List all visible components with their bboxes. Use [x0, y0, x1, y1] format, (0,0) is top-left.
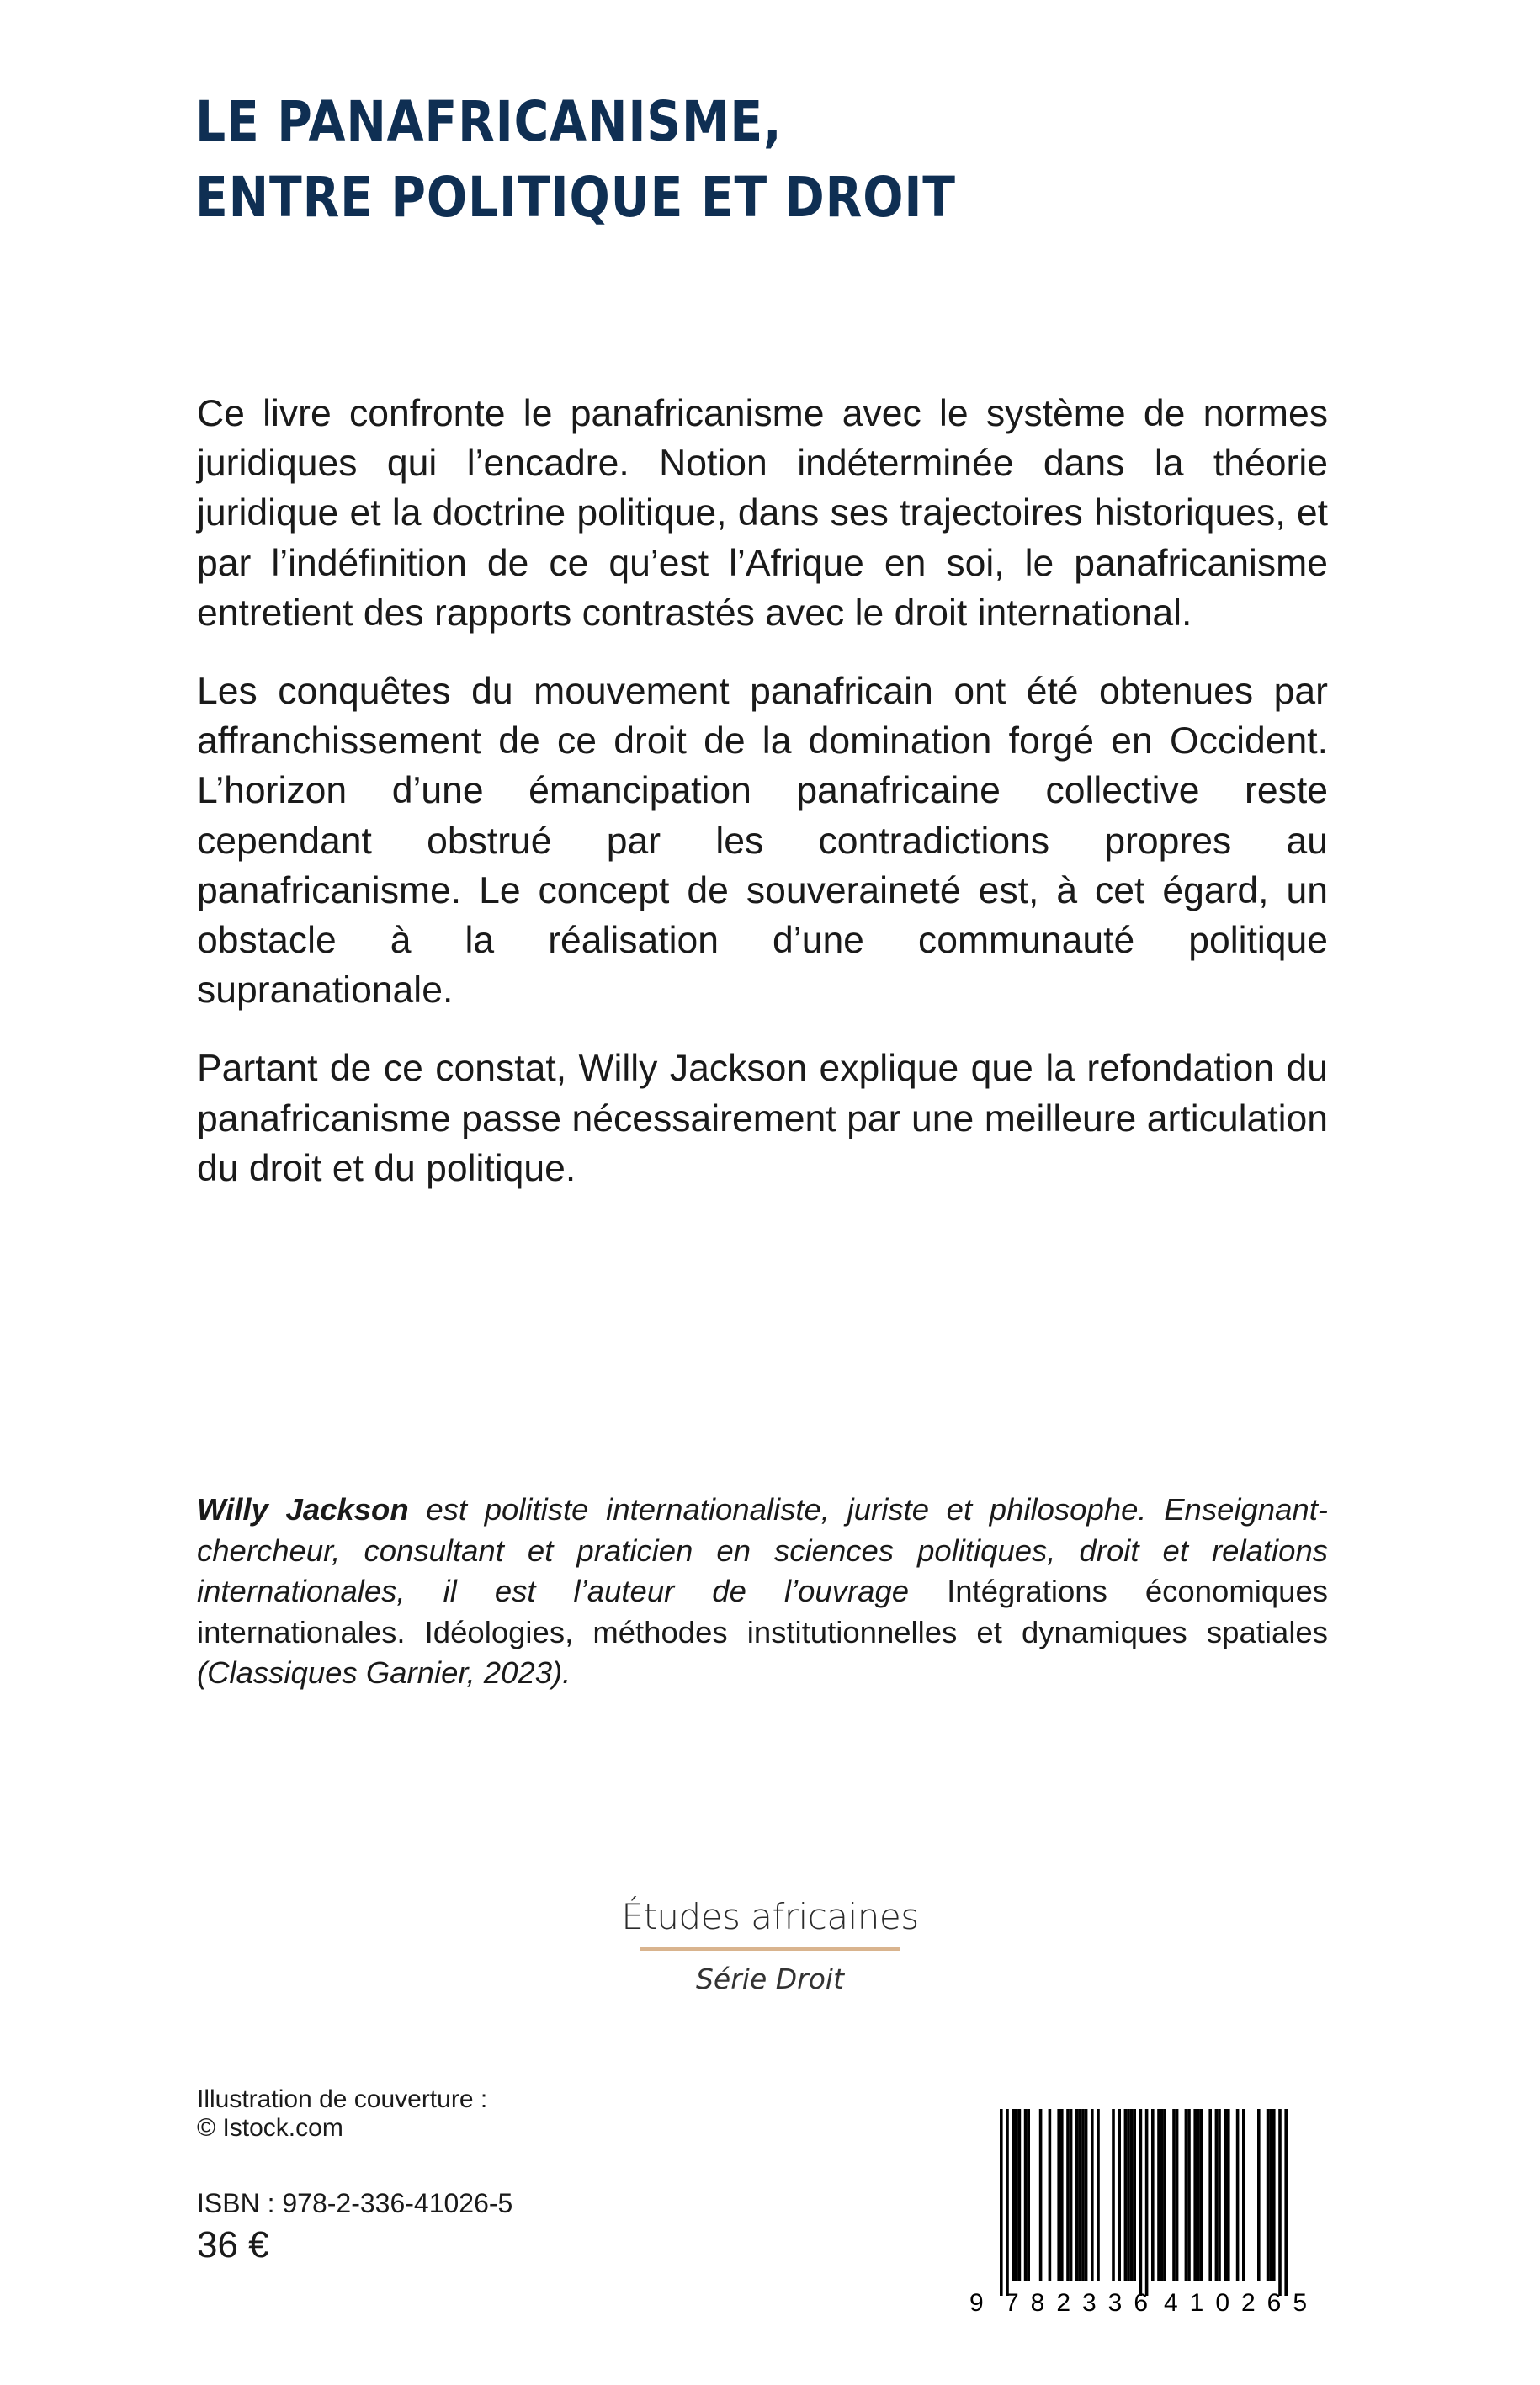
barcode-bar [1124, 2109, 1128, 2281]
barcode-bar [1208, 2109, 1212, 2281]
summary-paragraph-2: Les conquêtes du mouvement panafricain ont été obtenues par affranchissement de ce droit de la domination forgé en Occident. L’horizon d’une émancipation panafricaine collective reste cependant obstrué par les contradictions propres au panafricanisme. Le concept de souveraineté est, à cet égard, un obstacle à la réalisation d’une communauté politique supranationale. [197, 671, 1328, 1012]
series-subtitle: Série Droit [695, 1963, 845, 1995]
barcode-bar [1284, 2109, 1288, 2296]
isbn-barcode [968, 2109, 1334, 2319]
barcode-bar [1000, 2109, 1003, 2296]
author-bio-text: est politiste internationaliste, juriste et philosophe. Enseignant-chercheur, consultant et praticien en sciences politiques, droit et relations internationales, il est l’auteur de l’ouvrage [197, 1492, 1328, 1608]
illustration-label: Illustration de couverture : [197, 2085, 488, 2113]
barcode-bar [1139, 2109, 1143, 2296]
series-logo [0, 1894, 1540, 1996]
barcode-graphic [968, 2109, 1334, 2319]
barcode-bar [1070, 2109, 1073, 2281]
barcode-bar [1227, 2109, 1230, 2281]
barcode-bar [1012, 2109, 1015, 2281]
barcode-bar [1112, 2109, 1115, 2281]
barcode-bar [1236, 2109, 1240, 2281]
barcode-bar [1200, 2109, 1203, 2281]
barcode-bar [1066, 2109, 1070, 2281]
barcode-bar [1075, 2109, 1079, 2281]
barcode-digits-left: 782336 [1005, 2289, 1148, 2317]
book-title-line-2: ENTRE POLITIQUE ET DROIT [195, 165, 956, 230]
barcode-bar [1127, 2109, 1130, 2281]
illustration-credit: © Istock.com [197, 2114, 343, 2142]
barcode-bar [1218, 2109, 1221, 2281]
barcode-bar [1049, 2109, 1052, 2281]
barcode-bar [1060, 2109, 1064, 2281]
barcode-bar [1242, 2109, 1245, 2281]
barcode-bar [1157, 2109, 1160, 2281]
cover-credits [197, 2085, 668, 2267]
book-title-line-1: LE PANAFRICANISME, [195, 89, 783, 154]
barcode-bar [1160, 2109, 1164, 2281]
barcode-bar [1278, 2109, 1282, 2296]
barcode-bar [1267, 2109, 1270, 2281]
barcode-bar [1151, 2109, 1155, 2281]
book-title [195, 84, 1208, 236]
barcode-bar [1057, 2109, 1060, 2281]
barcode-bar [1091, 2109, 1094, 2281]
author-name: Willy Jackson [197, 1492, 409, 1527]
barcode-bar [1024, 2109, 1028, 2281]
back-cover-summary [197, 389, 1328, 1222]
barcode-bar [1272, 2109, 1276, 2281]
barcode-bar [1085, 2109, 1088, 2281]
barcode-bar [1006, 2109, 1009, 2296]
series-name: Études africaines [621, 1896, 919, 1937]
barcode-bar [1118, 2109, 1121, 2281]
barcode-bar [1081, 2109, 1085, 2281]
summary-paragraph-3: Partant de ce constat, Willy Jackson explique que la refondation du panafricanisme passe nécessairement par une meilleure articulation du droit et du politique. [197, 1048, 1328, 1189]
barcode-digit-lead: 9 [969, 2289, 984, 2317]
barcode-bar [1224, 2109, 1227, 2281]
barcode-bar [1133, 2109, 1136, 2281]
barcode-bar [1130, 2109, 1134, 2281]
summary-paragraph-1: Ce livre confronte le panafricanisme avec le système de normes juridiques qui l’encadre. Notion indéterminée dans la théorie juridique et la doctrine politique, dans ses trajectoires historiques, et par l’indéfinition de ce qu’est l’Afrique en soi, le panafricanisme entretient des rapports contrastés avec le droit international. [197, 393, 1328, 634]
barcode-bar [1197, 2109, 1200, 2281]
series-divider [640, 1947, 900, 1951]
isbn: ISBN : 978-2-336-41026-5 [197, 2188, 513, 2218]
author-bio [197, 1490, 1328, 1694]
barcode-bar [1176, 2109, 1179, 2281]
barcode-bar [1018, 2109, 1022, 2281]
barcode-bar [1187, 2109, 1191, 2281]
barcode-bar [1215, 2109, 1219, 2281]
barcode-bar [1145, 2109, 1149, 2296]
barcode-bar [1039, 2109, 1043, 2281]
barcode-bar [1079, 2109, 1082, 2281]
barcode-bar [1097, 2109, 1100, 2281]
barcode-bar [1027, 2109, 1030, 2281]
price: 36 € [197, 2224, 269, 2265]
barcode-bar [1269, 2109, 1272, 2281]
referenced-book-publisher: (Classiques Garnier, 2023). [197, 1655, 571, 1690]
barcode-bar [1257, 2109, 1261, 2281]
barcode-bar [1015, 2109, 1018, 2281]
barcode-bar [1163, 2109, 1166, 2281]
barcode-digits-right: 410265 [1164, 2289, 1307, 2317]
referenced-book-title: Intégrations économiques internationales. Idéologies, méthodes institutionnelles et dynamiques spatiales [197, 1574, 1328, 1649]
barcode-bar [1172, 2109, 1176, 2281]
barcode-bar [1193, 2109, 1197, 2281]
barcode-bar [1185, 2109, 1188, 2281]
